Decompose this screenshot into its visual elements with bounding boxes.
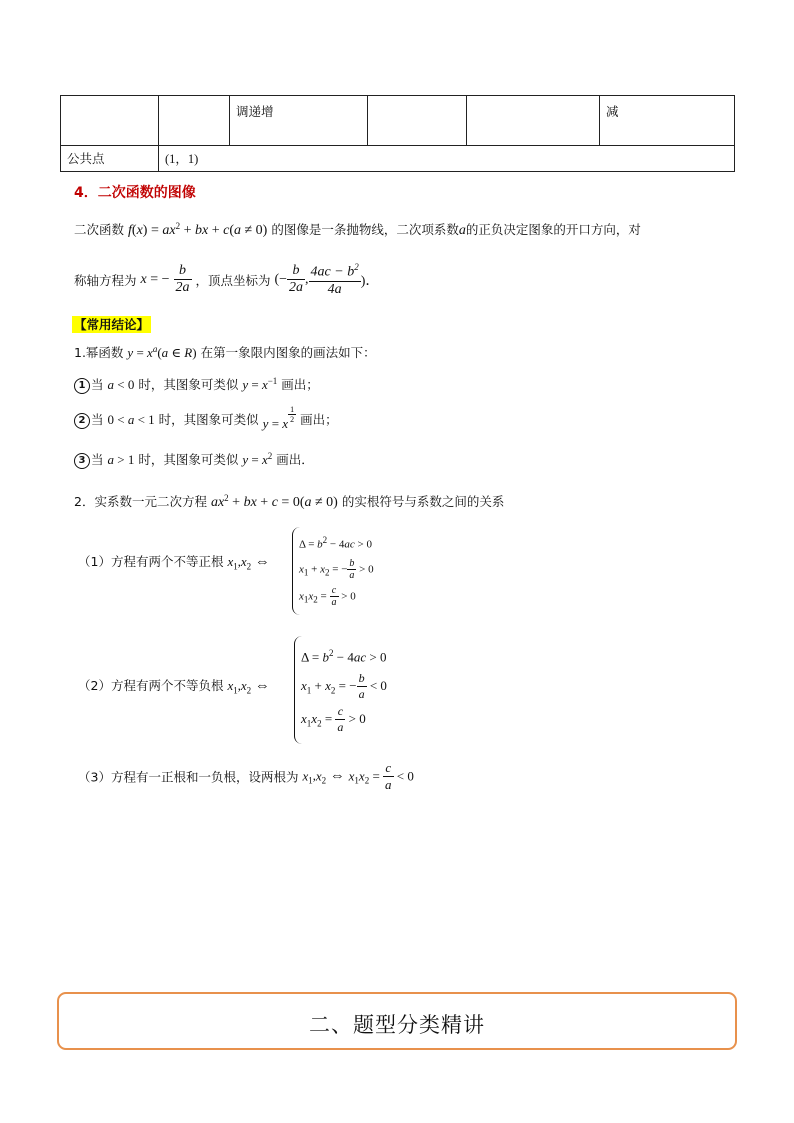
power-function-intro: 1.幂函数 $y = x^a(a$ ∈ R) 在第一象限内图象的画法如下： <box>74 343 376 360</box>
fraction: $\frac{b}{2a}$ <box>289 263 304 296</box>
case2-label: （2）方程有两个不等负根 $x_1,x_2$ ⇔ <box>78 678 270 696</box>
common-point-value: (1，1) <box>165 152 199 166</box>
case-a-negative: 1 当 a < 0 时，其图象可类似 $y = x^{-1}$ 画出； <box>74 375 319 394</box>
table-cell <box>61 96 159 146</box>
text: 二次函数 <box>74 222 125 237</box>
quadratic-formula: f <box>128 223 132 238</box>
table-row <box>61 96 735 146</box>
text: 当 <box>91 452 104 467</box>
power-function-table <box>60 95 735 172</box>
tag-text: 【常用结论】 <box>74 317 150 332</box>
text: 当 <box>91 412 104 427</box>
vertex-coordinates: (− <box>274 271 288 287</box>
text: 画出； <box>281 377 319 392</box>
table-cell <box>159 96 230 146</box>
text: 时，其图象可类似 <box>138 452 239 467</box>
common-point-label: 公共点 <box>67 151 105 166</box>
quadratic-definition-line2: 称轴方程为 x = − $\frac{b}{2a}$ ，顶点坐标为 (− $\frac{b}{2a}$ , $\frac{4ac - b^2}{4a}$ )． <box>74 262 380 297</box>
text: 的实根符号与系数之间的关系 <box>341 494 505 509</box>
section-heading: 4．二次函数的图像 <box>74 185 196 201</box>
circled-number-icon: 3 <box>74 453 90 469</box>
table-cell <box>61 146 159 172</box>
quadratic-definition-line1: 二次函数 $f(x) = ax^2$ + bx + c(a ≠ 0) 的图像是一条抛物线，二次项系数a的正负决定图象的开口方向，对 <box>74 220 641 238</box>
text: （2）方程有两个不等负根 <box>78 678 224 693</box>
table-cell <box>600 96 735 146</box>
circled-number-icon: 1 <box>74 378 90 394</box>
text: 的正负决定图象的开口方向，对 <box>465 222 641 237</box>
fraction: $\frac{4ac - b^2}{4a}$ <box>310 262 359 297</box>
quadratic-root-sign-intro: 2．实系数一元二次方程 $ax^2$ + bx + c = 0(a ≠ 0) 的实根符号与系数之间的关系 <box>74 492 505 510</box>
text: 时，其图象可类似 <box>138 377 239 392</box>
text: 在第一象限内图象的画法如下： <box>200 345 376 360</box>
circled-number-icon: 2 <box>74 413 90 429</box>
decrease-text: 减 <box>606 104 619 119</box>
text: （3）方程有一正根和一负根，设两根为 <box>78 769 299 785</box>
text: 2．实系数一元二次方程 <box>74 494 207 509</box>
section-title: 二、题型分类精讲 <box>309 1013 485 1037</box>
case1-label: （1）方程有两个不等正根 $x_1,x_2$ ⇔ <box>78 554 270 572</box>
text: 画出； <box>300 412 338 427</box>
text: 时，其图象可类似 <box>158 412 259 427</box>
text: 画出． <box>276 452 314 467</box>
table-cell <box>159 146 735 172</box>
text: 的图像是一条抛物线，二次项系数 <box>271 222 459 237</box>
table-cell <box>230 96 368 146</box>
case-a-greater: 3 当 a > 1 时，其图象可类似 $y = x^2$ 画出． <box>74 450 314 469</box>
fraction: $\frac{b}{2a}$ <box>175 263 190 296</box>
section-title-box <box>57 992 737 1050</box>
table-cell <box>368 96 467 146</box>
text: ，顶点坐标为 <box>195 272 271 288</box>
text: （1）方程有两个不等正根 <box>78 554 224 569</box>
case1-system: $\Delta = b^2 - 4ac > 0$ $x_1 + x_2$ = − $\frac{b}{a}$ > 0 $x_1x_2$ = $\frac{c}{a}$ > 0 <box>292 527 374 615</box>
monotonic-increase-text: 调递增 <box>236 104 274 119</box>
text: 称轴方程为 <box>74 272 137 288</box>
case-a-between: 2 当 0 < a < 1 时，其图象可类似 y = x $\frac{1}{2}$ 画出； <box>74 410 338 430</box>
case3-label: （3）方程有一正根和一负根，设两根为 $x_1,x_2$ ⇔ $x_1x_2$ = $\frac{c}{a}$ < 0 <box>78 760 414 792</box>
text: 当 <box>91 377 104 392</box>
case2-system: $\Delta = b^2 - 4ac > 0$ $x_1 + x_2$ = − $\frac{b}{a}$ < 0 $x_1x_2$ = $\frac{c}{a}$ > 0 <box>294 636 387 744</box>
text: 1.幂函数 <box>74 345 124 360</box>
table-row <box>61 146 735 172</box>
table-cell <box>467 96 600 146</box>
common-conclusion-tag <box>72 314 151 333</box>
axis-equation: x <box>140 271 147 287</box>
